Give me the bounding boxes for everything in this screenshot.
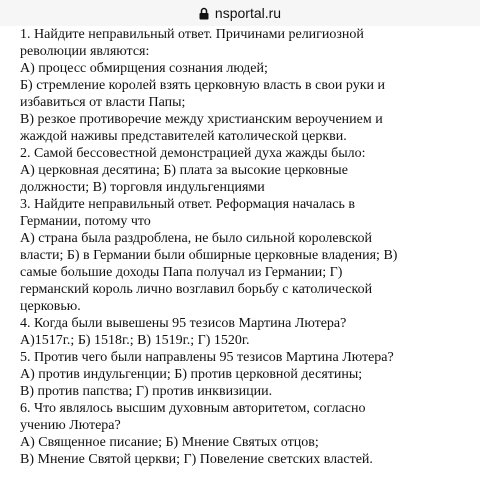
text-line: А)1517г.; Б) 1518г.; В) 1519г.; Г) 1520г. [20, 333, 250, 348]
text-line: А) Священное писание; Б) Мнение Святых отцов; [20, 435, 319, 450]
text-line: 4. Когда были вывешены 95 тезисов Мартина Лютера? [20, 316, 347, 331]
text-line: А) процесс обмирщения сознания людей; [20, 61, 268, 76]
text-line: 2. Самой бессовестной демонстрацией духа жажды было: [20, 146, 366, 161]
site-domain: nsportal.ru [214, 5, 282, 21]
text-line: Б) стремление королей взять церковную власть в свои руки и [20, 78, 385, 93]
text-line: самые большие доходы Папа получал из Германии; Г) [20, 265, 343, 280]
text-line: революции являются: [20, 44, 150, 59]
text-line: В) резкое противоречие между христианским вероучением и [20, 112, 383, 127]
text-line: 6. Что являлось высшим духовным авторитетом, согласно [20, 401, 366, 416]
text-line: германский король лично возглавил борьбу с католической [20, 282, 373, 297]
text-line: В) против папства; Г) против инквизиции. [20, 384, 273, 399]
text-line: жаждой наживы представителей католической церкви. [20, 129, 347, 144]
text-line: должности; В) торговля индульгенциями [20, 180, 265, 195]
text-line: Германии, потому что [20, 214, 151, 229]
text-line: 5. Против чего были направлены 95 тезисов Мартина Лютера? [20, 350, 394, 365]
document-body [20, 26, 468, 468]
text-line: избавиться от власти Папы; [20, 95, 186, 110]
text-line: А) против индульгенции; Б) против церковной десятины; [20, 367, 363, 382]
text-line: 1. Найдите неправильный ответ. Причинами религиозной [20, 27, 364, 42]
text-line: А) страна была раздроблена, не было сильной королевской [20, 231, 372, 246]
text-line: власти; Б) в Германии были обширные церковные владения; В) [20, 248, 398, 263]
lock-icon [199, 7, 209, 20]
text-line: 3. Найдите неправильный ответ. Реформация началась в [20, 197, 355, 212]
address-bar[interactable] [0, 0, 480, 26]
text-line: учению Лютера? [20, 418, 121, 433]
text-line: церковью. [20, 299, 81, 314]
text-line: А) церковная десятина; Б) плата за высокие церковные [20, 163, 348, 178]
text-line: В) Мнение Святой церкви; Г) Повеление светских властей. [20, 452, 373, 467]
